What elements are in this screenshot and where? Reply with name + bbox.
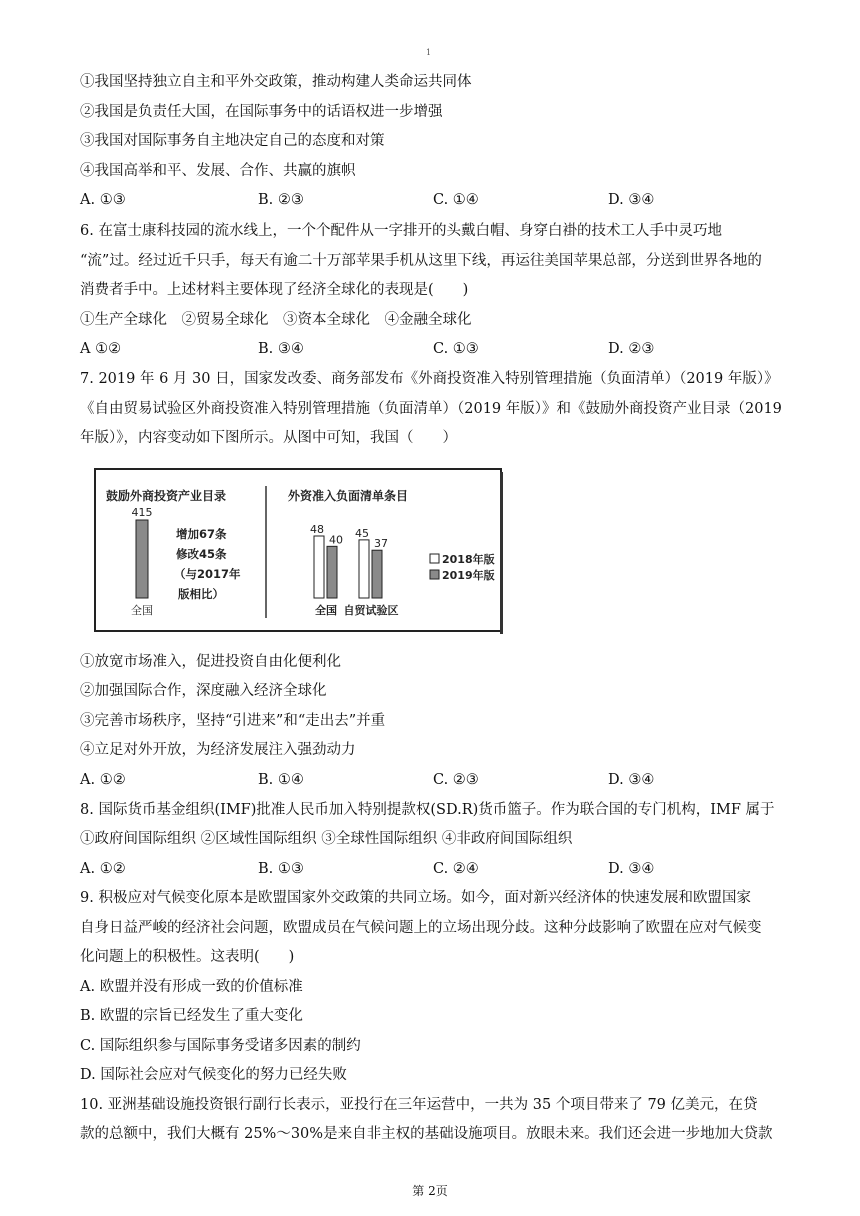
q8-items: ①政府间国际组织 ②区域性国际组织 ③全球性国际组织 ④非政府间国际组织: [80, 831, 573, 847]
legend-label-1: 2018年版: [442, 553, 495, 566]
bar-left-label: 415: [131, 506, 153, 519]
q5-item-3: ③我国对国际事务自主地决定自己的态度和对策: [80, 133, 385, 149]
q7-text-2: 《自由贸易试验区外商投资准入特别管理措施（负面清单）（2019 年版）》和《鼓励外商投资产业目录（2019: [80, 401, 782, 417]
legend-swatch-1: [430, 554, 439, 563]
bar-value-label: 45: [355, 526, 369, 540]
bar-national-2018: [314, 536, 324, 598]
q5-option-a: A. ①③: [80, 192, 126, 208]
q9-text-1: 9. 积极应对气候变化原本是欧盟国家外交政策的共同立场。如今，面对新兴经济体的快速发展和欧盟国家: [80, 890, 751, 906]
q7-item-4: ④立足对外开放，为经济发展注入强劲动力: [80, 742, 356, 758]
q9-text-2: 自身日益严峻的经济社会问题，欧盟成员在气候问题上的立场出现分歧。这种分歧影响了欧盟在应对气候变: [80, 920, 762, 936]
q8-option-d: D. ③④: [608, 861, 655, 877]
q7-option-b: B. ①④: [258, 772, 304, 788]
q5-item-2: ②我国是负责任大国，在国际事务中的话语权进一步增强: [80, 104, 443, 120]
left-panel-title: 鼓励外商投资产业目录: [106, 489, 227, 503]
left-note-4: 版相比）: [178, 587, 224, 601]
q7-option-d: D. ③④: [608, 772, 655, 788]
q8-option-c: C. ②④: [433, 861, 479, 877]
bar-value-label: 40: [329, 533, 343, 547]
legend-swatch-2: [430, 570, 439, 579]
q5-option-d: D. ③④: [608, 192, 655, 208]
q6-text-2: “流”过。经过近千只手，每天有逾二十万部苹果手机从这里下线，再运往美国苹果总部，分送到世界各地的: [80, 253, 762, 269]
q7-item-2: ②加强国际合作，深度融入经济全球化: [80, 683, 327, 699]
right-category-label: 全国: [315, 604, 337, 617]
q10-text-1: 10. 亚洲基础设施投资银行副行长表示，亚投行在三年运营中，一共为 35 个项目带来了 79 亿美元，在贷: [80, 1097, 758, 1113]
bar-left-national: [136, 520, 148, 598]
q7-text-1: 7. 2019 年 6 月 30 日，国家发改委、商务部发布《外商投资准入特别管理措施（负面清单）（2019 年版）》: [80, 371, 779, 387]
q6-option-c: C. ①③: [433, 341, 479, 357]
q5-item-4: ④我国高举和平、发展、合作、共赢的旗帜: [80, 163, 356, 179]
q6-option-b: B. ③④: [258, 341, 304, 357]
q9-option-a: A. 欧盟并没有形成一致的价值标准: [80, 979, 303, 995]
q7-option-a: A. ①②: [80, 772, 126, 788]
q9-option-b: B. 欧盟的宗旨已经发生了重大变化: [80, 1008, 303, 1024]
q8-option-a: A. ①②: [80, 861, 126, 877]
legend-label-2: 2019年版: [442, 569, 495, 582]
q5-item-1: ①我国坚持独立自主和平外交政策，推动构建人类命运共同体: [80, 74, 472, 90]
chart-frame-shadow: [500, 472, 503, 634]
bar-national-2019: [327, 546, 337, 598]
q5-option-b: B. ②③: [258, 192, 304, 208]
q9-option-d: D. 国际社会应对气候变化的努力已经失败: [80, 1067, 347, 1083]
page-footer: 第 2页: [412, 1184, 448, 1198]
q9-text-3: 化问题上的积极性。这表明( ): [80, 949, 295, 965]
q7-text-3: 年版）》，内容变动如下图所示。从图中可知，我国（ ）: [80, 430, 457, 446]
q6-option-a: A ①②: [80, 341, 122, 357]
q8-option-b: B. ①③: [258, 861, 304, 877]
q6-items: ①生产全球化 ②贸易全球化 ③资本全球化 ④金融全球化: [80, 312, 472, 328]
bar-value-label: 48: [310, 523, 324, 536]
q6-text-1: 6. 在富士康科技园的流水线上，一个个配件从一字排开的头戴白帽、身穿白褂的技术工人手中灵巧地: [80, 223, 722, 239]
investment-chart: [94, 468, 504, 636]
left-note-3: （与2017年: [174, 567, 241, 581]
q10-text-2: 款的总额中，我们大概有 25%～30%是来自非主权的基础设施项目。放眼未来。我们还会进一步地加大贷款: [80, 1126, 773, 1142]
left-note-1: 增加67条: [176, 527, 227, 541]
left-category-label: 全国: [131, 604, 153, 617]
q9-option-c: C. 国际组织参与国际事务受诸多因素的制约: [80, 1038, 361, 1054]
bar-value-label: 37: [374, 537, 388, 551]
left-note-2: 修改45条: [176, 547, 227, 561]
right-category-label: 自贸试验区: [343, 604, 399, 617]
right-panel-title: 外资准入负面清单条目: [288, 489, 409, 503]
q8-text: 8. 国际货币基金组织(IMF)批准人民币加入特别提款权(SD.R)货币篮子。作为联合国的专门机构，IMF 属于: [80, 802, 775, 818]
bar-ftz-2019: [372, 550, 382, 598]
q7-item-3: ③完善市场秩序，坚持“引进来”和“走出去”并重: [80, 713, 386, 729]
q6-option-d: D. ②③: [608, 341, 655, 357]
q5-option-c: C. ①④: [433, 192, 479, 208]
q6-text-3: 消费者手中。上述材料主要体现了经济全球化的表现是( ): [80, 282, 469, 298]
bar-ftz-2018: [359, 540, 369, 598]
q7-item-1: ①放宽市场准入，促进投资自由化便利化: [80, 654, 341, 670]
q7-option-c: C. ②③: [433, 772, 479, 788]
page-mark: 1: [426, 48, 432, 57]
